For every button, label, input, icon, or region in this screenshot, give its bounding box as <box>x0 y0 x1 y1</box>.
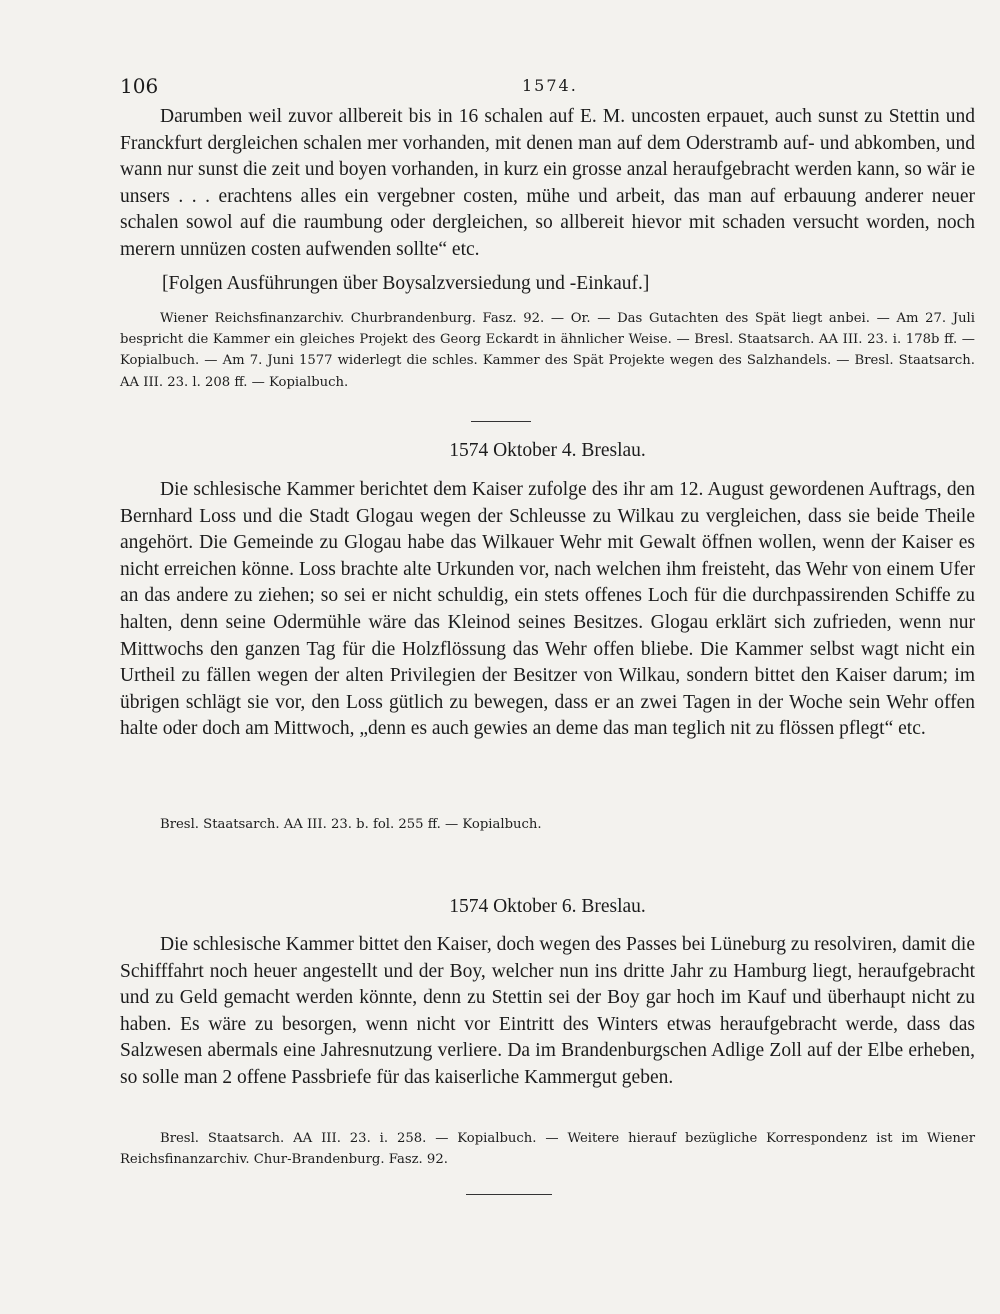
entry-heading-oct-6: 1574 Oktober 6. Breslau. <box>449 896 646 917</box>
page-number: 106 <box>120 74 159 98</box>
running-head <box>120 74 975 98</box>
source-note-2: Bresl. Staatsarch. AA III. 23. b. fol. 255 ff. — Kopialbuch. <box>160 817 542 832</box>
continuation-paragraph: Darumben weil zuvor allbereit bis in 16 schalen auf E. M. uncosten erpauet, auch sunst zu Stettin und Franckfurt dergleichen schalen mer vorhanden, mit denen man auf dem Oderstramb auf- und abkomben, und wann nur sunst die zeit und boyen vorhanden, in kurz ein grosse anzal heraufgebracht werden kann, so wär ie unsers . . . erachtens alles ein vergebner costen, mühe und arbeit, das man auf erbauung anderer neuer schalen sowol auf die raumbung oder dergleichen, so allbereit hievor mit schaden versucht worden, noch merern unnüzen costen aufwenden sollte“ etc. <box>120 106 975 260</box>
separator-rule-2 <box>466 1194 552 1195</box>
header-year: 1574. <box>522 76 578 95</box>
source-note-3: Bresl. Staatsarch. AA III. 23. i. 258. — Kopialbuch. — Weitere hierauf bezügliche Korrespondenz ist im Wiener Reichsfinanzarchiv. Chur-Brandenburg. Fasz. 92. <box>120 1131 975 1168</box>
source-note-1: Wiener Reichsfinanzarchiv. Churbrandenburg. Fasz. 92. — Or. — Das Gutachten des Spät liegt anbei. — Am 27. Juli bespricht die Kammer ein gleiches Projekt des Georg Eckardt in ähnlicher Weise. — Bresl. Staatsarch. AA III. 23. i. 178b ff. — Kopialbuch. — Am 7. Juni 1577 widerlegt die schles. Kammer des Spät Projekte wegen des Salzhandels. — Bresl. Staatsarch. AA III. 23. l. 208 ff. — Kopialbuch. <box>120 311 975 390</box>
separator-rule-1 <box>471 421 531 422</box>
editorial-note: [Folgen Ausführungen über Boysalzversiedung und -Einkauf.] <box>162 273 650 294</box>
entry-heading-oct-4: 1574 Oktober 4. Breslau. <box>449 440 646 461</box>
entry-paragraph-oct-4: Die schlesische Kammer berichtet dem Kaiser zufolge des ihr am 12. August gewordenen Auftrags, den Bernhard Loss und die Stadt Glogau wegen der Schleusse zu Wilkau zu vergleichen, dass sie beide Theile angehört. Die Gemeinde zu Glogau habe das Wilkauer Wehr mit Gewalt öffnen wollen, wenn der Kaiser es nicht erreichen könne. Loss brachte alte Urkunden vor, nach welchen ihm freisteht, das Wehr von einem Ufer an das andere zu ziehen; so sei er nicht schuldig, ein stets offenes Loch für die durchpassirenden Schiffe zu halten, denn seine Odermühle wäre das Kleinod seines Besitzes. Glogau erklärt sich zufrieden, wenn nur Mittwochs den ganzen Tag für die Holzflössung das Wehr offen bliebe. Die Kammer selbst wagt nicht ein Urtheil zu fällen wegen der alten Privilegien der Besitzer von Wilkau, sondern bittet den Kaiser darum; im übrigen schlägt sie vor, den Loss gütlich zu bewegen, dass er an zwei Tagen in der Woche sein Wehr offen halte oder doch am Mittwoch, „denn es auch gewies an deme das man teglich nit zu flössen pflegt“ etc. <box>120 479 975 740</box>
entry-paragraph-oct-6: Die schlesische Kammer bittet den Kaiser, doch wegen des Passes bei Lüneburg zu resolviren, damit die Schifffahrt noch heuer angestellt und der Boy, welcher nun ins dritte Jahr zu Hamburg liegt, heraufgebracht und zu Geld gemacht werden könnte, denn zu Stettin sei der Boy gar hoch im Kauf und überhaupt nicht zu haben. Es wäre zu besorgen, wenn nicht vor Eintritt des Winters etwas heraufgebracht werde, dass das Salzwesen abermals eine Jahresnutzung verliere. Da im Brandenburgschen Adlige Zoll auf der Elbe erheben, so solle man 2 offene Passbriefe für das kaiserliche Kammergut geben. <box>120 934 975 1088</box>
